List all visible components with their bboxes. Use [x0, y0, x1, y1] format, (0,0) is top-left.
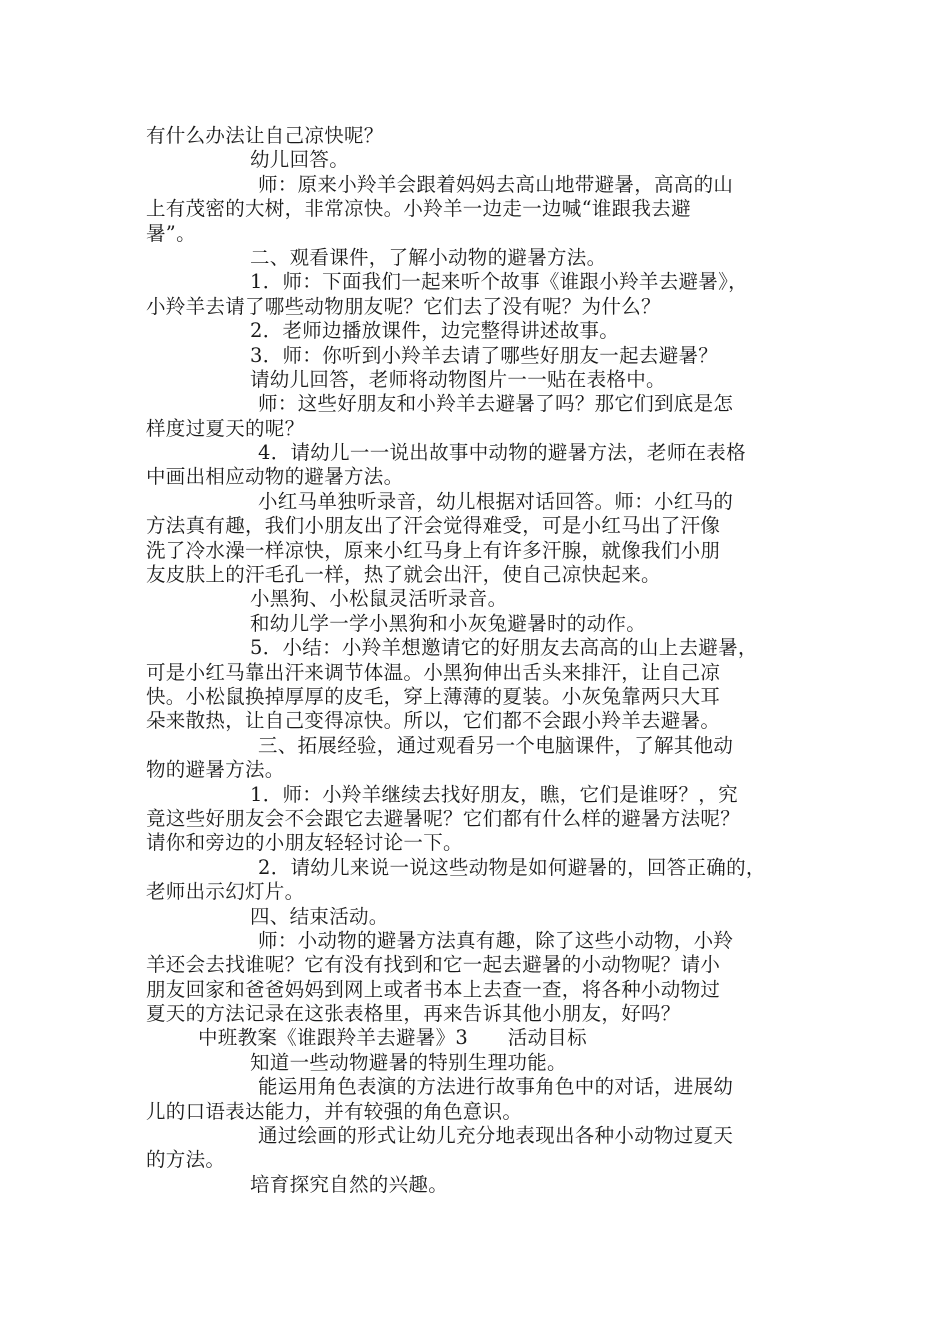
text-line: 知道一些动物避暑的特别生理功能。	[250, 1050, 567, 1074]
text-line: 小黑狗、小松鼠灵活听录音。	[250, 587, 508, 611]
text-line: 请你和旁边的小朋友轻轻讨论一下。	[146, 831, 463, 855]
text-line: 物的避暑方法。	[146, 758, 285, 782]
text-line: 师：原来小羚羊会跟着妈妈去高山地带避暑，高高的山	[258, 172, 734, 196]
text-line: 师：小动物的避暑方法真有趣，除了这些小动物，小羚	[258, 928, 734, 952]
section-heading: 三、拓展经验，通过观看另一个电脑课件，了解其他动	[258, 733, 734, 757]
text-line: 能运用角色表演的方法进行故事角色中的对话，进展幼	[258, 1075, 734, 1099]
text-line: 1．师：下面我们一起来听个故事《谁跟小羚羊去避暑》，	[250, 270, 748, 294]
text-line: 的方法。	[146, 1148, 226, 1172]
text-line: 中画出相应动物的避暑方法。	[146, 465, 404, 489]
text-line: 小羚羊去请了哪些动物朋友呢？它们去了没有呢？为什么？	[146, 294, 661, 318]
text-line: 3．师：你听到小羚羊去请了哪些好朋友一起去避暑？	[250, 343, 719, 367]
text-line: 师：这些好朋友和小羚羊去避暑了吗？那它们到底是怎	[258, 392, 734, 416]
text-line: 儿的口语表达能力，并有较强的角色意识。	[146, 1099, 523, 1123]
text-line: 5．小结：小羚羊想邀请它的好朋友去高高的山上去避暑，	[250, 636, 758, 660]
text-line: 夏天的方法记录在这张表格里，再来告诉其他小朋友，好吗？	[146, 1002, 681, 1026]
text-line: 1．师：小羚羊继续去找好朋友，瞧，它们是谁呀？，究	[250, 782, 738, 806]
text-line: 朋友回家和爸爸妈妈到网上或者书本上去查一查，将各种小动物过	[146, 977, 721, 1001]
text-line: 通过绘画的形式让幼儿充分地表现出各种小动物过夏天	[258, 1124, 734, 1148]
text-line: 羊还会去找谁呢？它有没有找到和它一起去避暑的小动物呢？请小	[146, 953, 721, 977]
text-line: 朵来散热，让自己变得凉快。所以，它们都不会跟小羚羊去避暑。	[146, 709, 721, 733]
text-line: 和幼儿学一学小黑狗和小灰兔避暑时的动作。	[250, 611, 647, 635]
text-line: 2．老师边播放课件，边完整得讲述故事。	[250, 319, 620, 343]
section-heading: 二、观看课件，了解小动物的避暑方法。	[250, 245, 607, 269]
text-line: 可是小红马靠出汗来调节体温。小黑狗伸出舌头来排汗，让自己凉	[146, 660, 721, 684]
text-line: 竟这些好朋友会不会跟它去避暑呢？它们都有什么样的避暑方法呢？	[146, 806, 741, 830]
text-line: 有什么办法让自己凉快呢？	[146, 124, 384, 147]
text-line: 4．请幼儿一一说出故事中动物的避暑方法，老师在表格	[258, 441, 746, 465]
text-line: 快。小松鼠换掉厚厚的皮毛，穿上薄薄的夏装。小灰兔靠两只大耳	[146, 684, 721, 708]
text-line: 方法真有趣，我们小朋友出了汗会觉得难受，可是小红马出了汗像	[146, 514, 721, 538]
text-line: 上有茂密的大树，非常凉快。小羚羊一边走一边喊“谁跟我去避	[146, 197, 691, 221]
text-line: 老师出示幻灯片。	[146, 880, 305, 904]
text-line: 请幼儿回答，老师将动物图片一一贴在表格中。	[250, 367, 666, 391]
text-line: 洗了冷水澡一样凉快，原来小红马身上有许多汗腺，就像我们小朋	[146, 538, 721, 562]
text-line: 暑”。	[146, 221, 196, 245]
text-line: 培育探究自然的兴趣。	[250, 1172, 449, 1196]
lesson-title: 中班教案《谁跟羚羊去避暑》3 活动目标	[198, 1026, 587, 1050]
text-line: 样度过夏天的呢？	[146, 416, 305, 440]
text-line: 小红马单独听录音，幼儿根据对话回答。师：小红马的	[258, 489, 734, 513]
section-heading: 四、结束活动。	[250, 904, 389, 928]
document-page	[146, 124, 810, 1197]
text-line: 幼儿回答。	[250, 148, 350, 172]
text-line: 友皮肤上的汗毛孔一样，热了就会出汗，使自己凉快起来。	[146, 563, 661, 587]
text-line: 2．请幼儿来说一说这些动物是如何避暑的，回答正确的，	[258, 855, 766, 879]
